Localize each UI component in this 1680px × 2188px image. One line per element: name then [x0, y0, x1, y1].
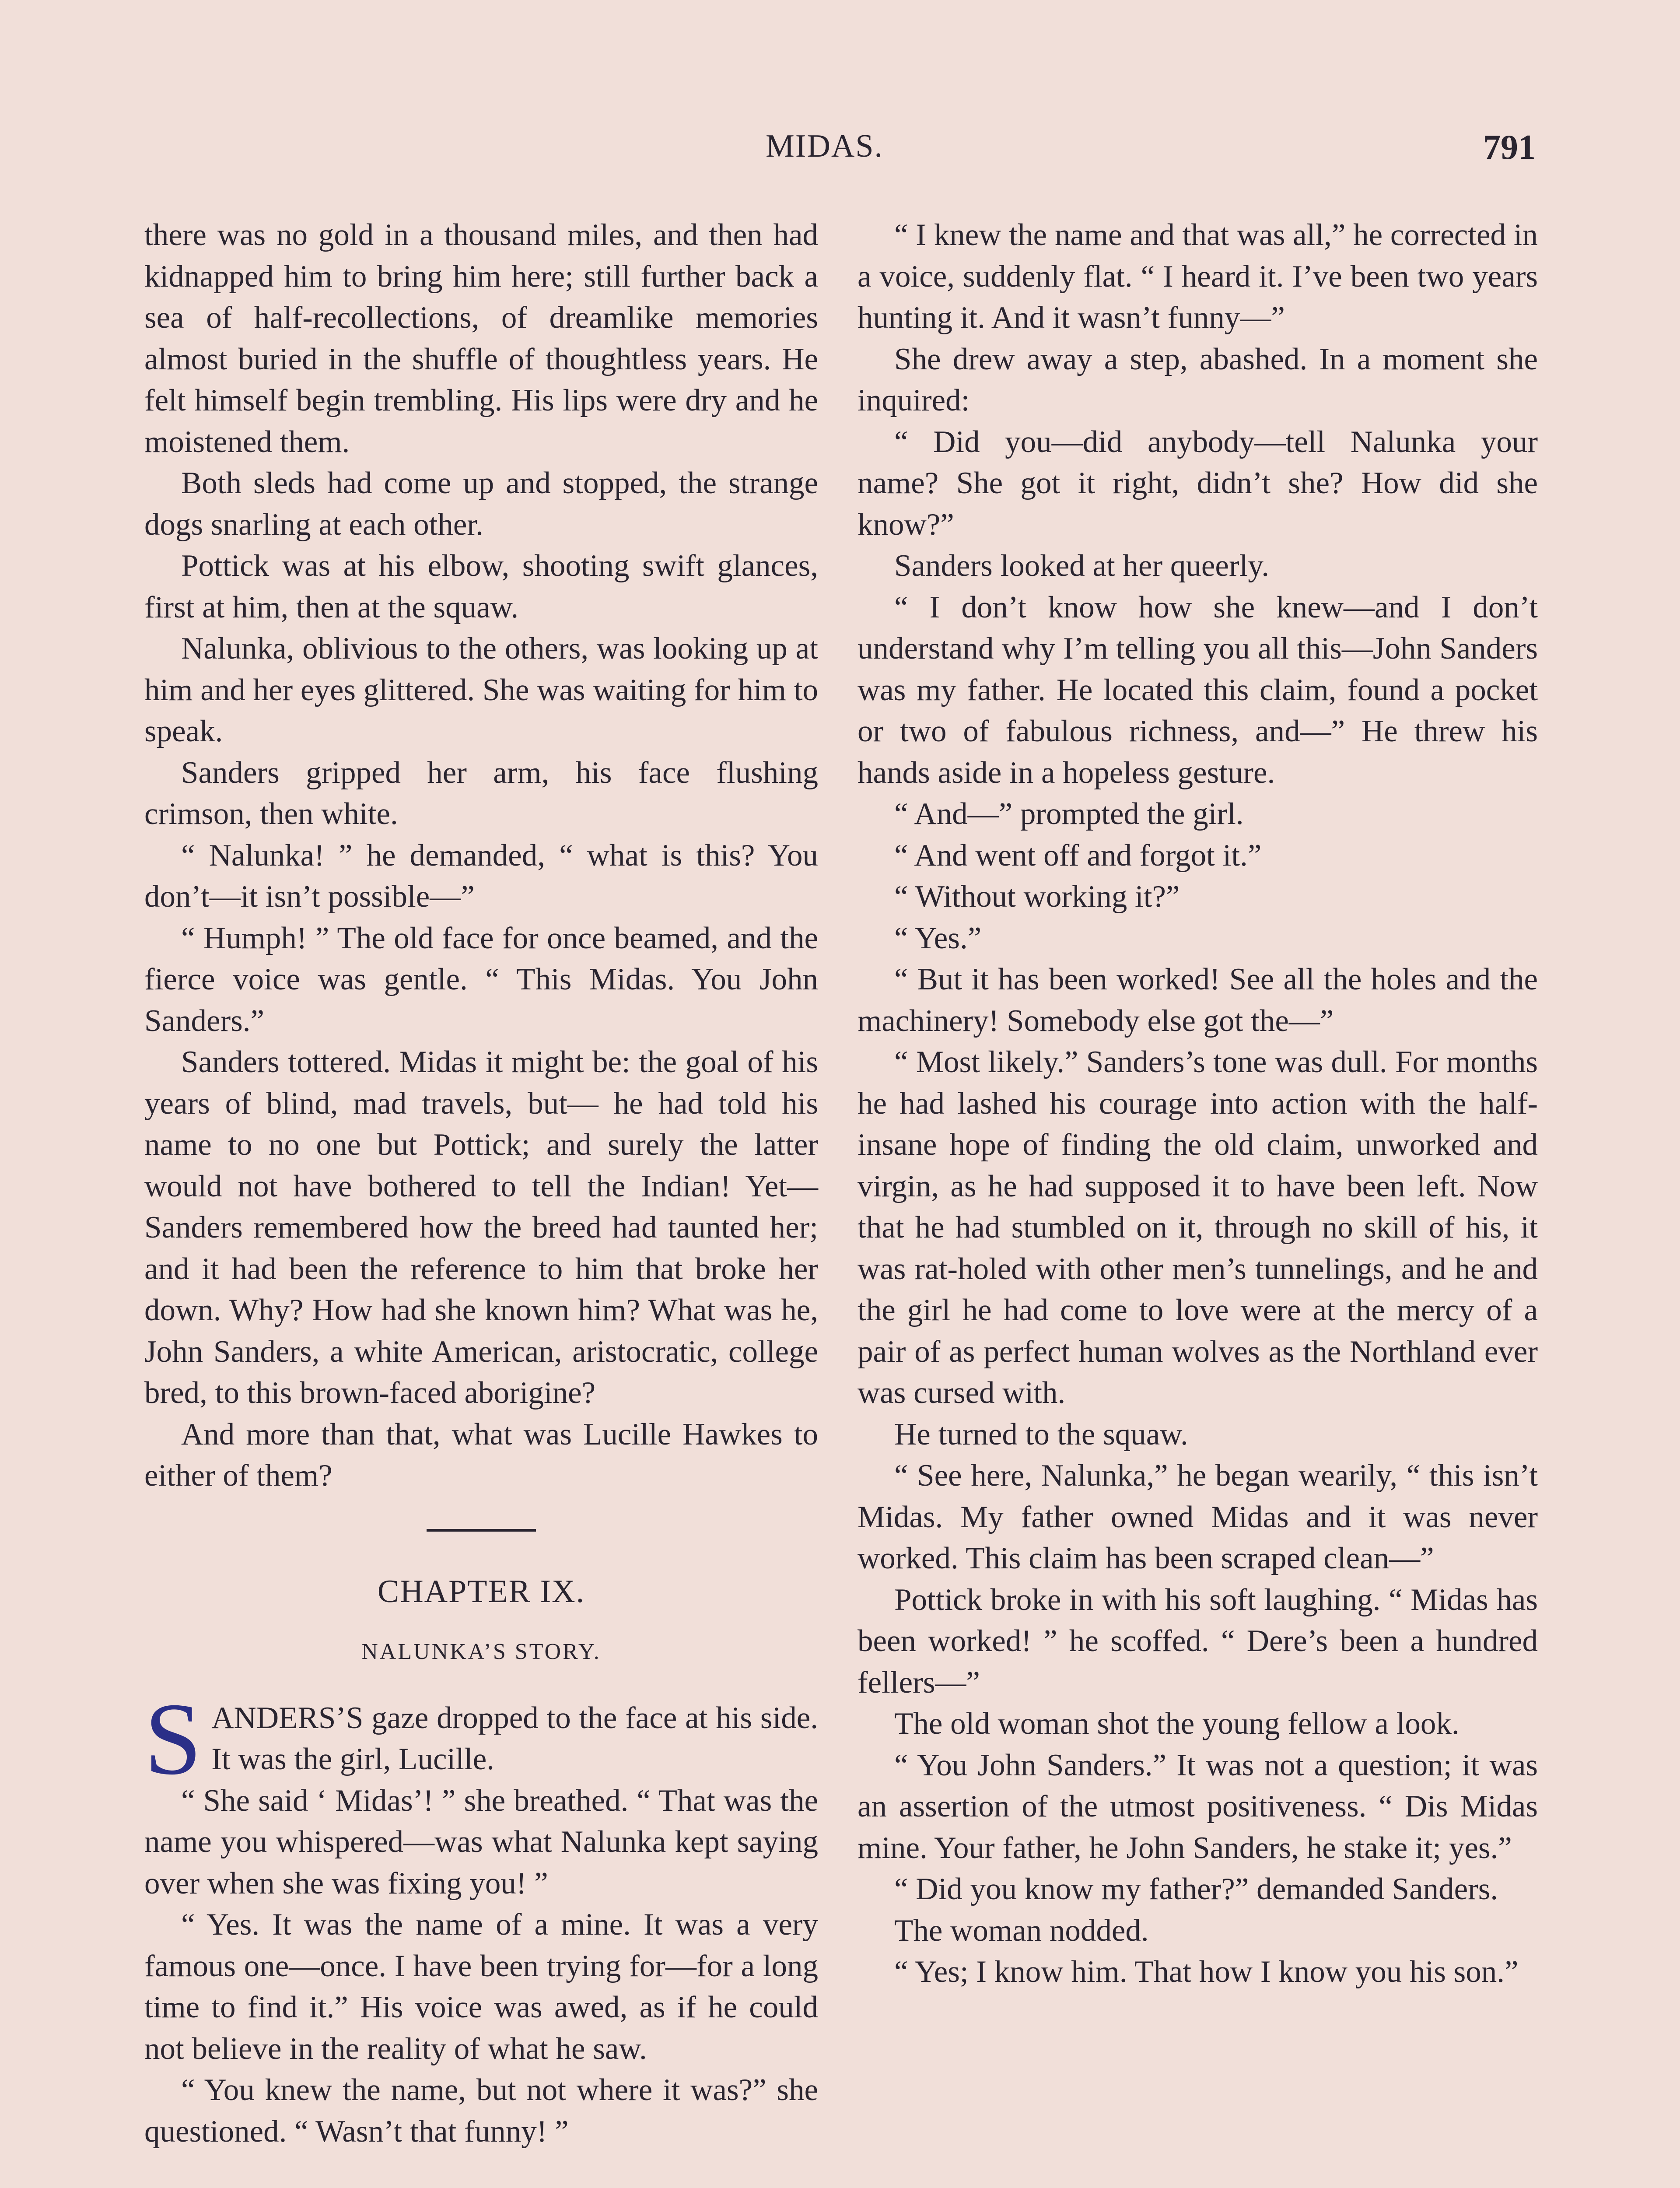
- chapter-subtitle: NALUNKA’S STORY.: [361, 1639, 601, 1664]
- paragraph: “ And—” prompted the girl.: [894, 797, 1244, 831]
- paragraph: “ I knew the name and that was all,” he corrected in a voice, suddenly flat. “ I heard it. I’ve been two years hunting it. And it wasn’t funny—”: [858, 218, 1538, 335]
- paragraph: “ Did you—did anybody—tell Nalunka your name? She got it right, didn’t she? How did she know?”: [858, 424, 1538, 542]
- paragraph: She drew away a step, abashed. In a moment she inquired:: [858, 342, 1538, 417]
- chapter-opening-paragraph: [144, 1682, 818, 1796]
- paragraph: “ Yes.”: [894, 921, 982, 955]
- opening-text: ANDERS’S gaze dropped to the face at his side. It was the girl, Lucille.: [211, 1701, 818, 1776]
- paragraph: “ See here, Nalunka,” he began wearily, “ this isn’t Midas. My father owned Midas and it was never worked. This claim has been scraped clean—”: [858, 1459, 1538, 1575]
- left-column: [144, 214, 818, 2152]
- paragraph: Nalunka, oblivious to the others, was looking up at him and her eyes glittered. She was waiting for him to speak.: [144, 631, 818, 748]
- paragraph: “ Most likely.” Sanders’s tone was dull. For months he had lashed his courage into action with the half-insane hope of finding the old claim, unworked and virgin, as he had supposed it to have been left. Now that he had stumbled on it, through no skill of his, it was rat-holed with other men’s tunnelings, and he and the girl he had come to love were at the mercy of a pair of as perfect human wolves as the Northland ever was cursed with.: [858, 1045, 1538, 1410]
- paragraph: He turned to the squaw.: [894, 1417, 1188, 1452]
- paragraph: Sanders gripped her arm, his face flushing crimson, then white.: [144, 755, 818, 831]
- paragraph: “ You John Sanders.” It was not a question; it was an assertion of the utmost positiveness. “ Dis Midas mine. Your father, he John Sanders, he stake it; yes.”: [858, 1748, 1538, 1865]
- paragraph: “ Humph! ” The old face for once beamed, and the fierce voice was gentle. “ This Midas. You John Sanders.”: [144, 921, 818, 1038]
- paragraph: The old woman shot the young fellow a look.: [894, 1707, 1460, 1741]
- paragraph: Pottick broke in with his soft laughing. “ Midas has been worked! ” he scoffed. “ Dere’s been a hundred fellers—”: [858, 1582, 1538, 1700]
- chapter-title: CHAPTER IX.: [377, 1573, 585, 1609]
- paragraph: “ I don’t know how she knew—and I don’t understand why I’m telling you all this—John Sanders was my father. He located this claim, found a pocket or two of fabulous richness, and—” He threw his hands aside in a hopeless gesture.: [858, 590, 1538, 790]
- page-number: 791: [1483, 128, 1536, 167]
- section-divider: [427, 1529, 536, 1532]
- paragraph: The woman nodded.: [894, 1913, 1149, 1948]
- paragraph: “ Did you know my father?” demanded Sanders.: [894, 1872, 1498, 1906]
- paragraph: “ Nalunka! ” he demanded, “ what is this? You don’t—it isn’t possible—”: [144, 838, 818, 914]
- paragraph: Pottick was at his elbow, shooting swift glances, first at him, then at the squaw.: [144, 549, 818, 624]
- paragraph: Sanders looked at her queerly.: [894, 549, 1269, 583]
- paragraph: Both sleds had come up and stopped, the strange dogs snarling at each other.: [144, 466, 818, 542]
- paragraph: Sanders tottered. Midas it might be: the goal of his years of blind, mad travels, but— he had told his name to no one but Pottick; and surely the latter would not have bothered to tell the Indian! Yet— Sanders remembered how the breed had taunted her; and it had been the reference to him that broke her down. Why? How had she known him? What was he, John Sanders, a white American, aristocratic, college bred, to this brown-faced aborigine?: [144, 1045, 818, 1410]
- drop-cap: S: [144, 1682, 202, 1796]
- paragraph: “ Yes; I know him. That how I know you his son.”: [894, 1955, 1519, 1989]
- paragraph: “ And went off and forgot it.”: [894, 838, 1262, 873]
- running-head-title: MIDAS.: [766, 128, 883, 164]
- paragraph: there was no gold in a thousand miles, and then had kidnapped him to bring him here; still further back a sea of half-recollections, of dreamlike memories almost buried in the shuffle of thoughtless years. He felt himself begin trembling. His lips were dry and he moistened them.: [144, 218, 818, 459]
- right-column: [858, 214, 1538, 1993]
- paragraph: “ Without working it?”: [894, 880, 1180, 914]
- paragraph: “ Yes. It was the name of a mine. It was a very famous one—once. I have been trying for—for a long time to find it.” His voice was awed, as if he could not believe in the reality of what he saw.: [144, 1907, 818, 2066]
- paragraph: “ You knew the name, but not where it was?” she questioned. “ Wasn’t that funny! ”: [144, 2073, 818, 2149]
- paragraph: “ She said ‘ Midas’! ” she breathed. “ That was the name you whispered—was what Nalunka kept saying over when she was fixing you! ”: [144, 1783, 818, 1900]
- paragraph: And more than that, what was Lucille Hawkes to either of them?: [144, 1417, 818, 1493]
- paragraph: “ But it has been worked! See all the holes and the machinery! Somebody else got the—”: [858, 962, 1538, 1038]
